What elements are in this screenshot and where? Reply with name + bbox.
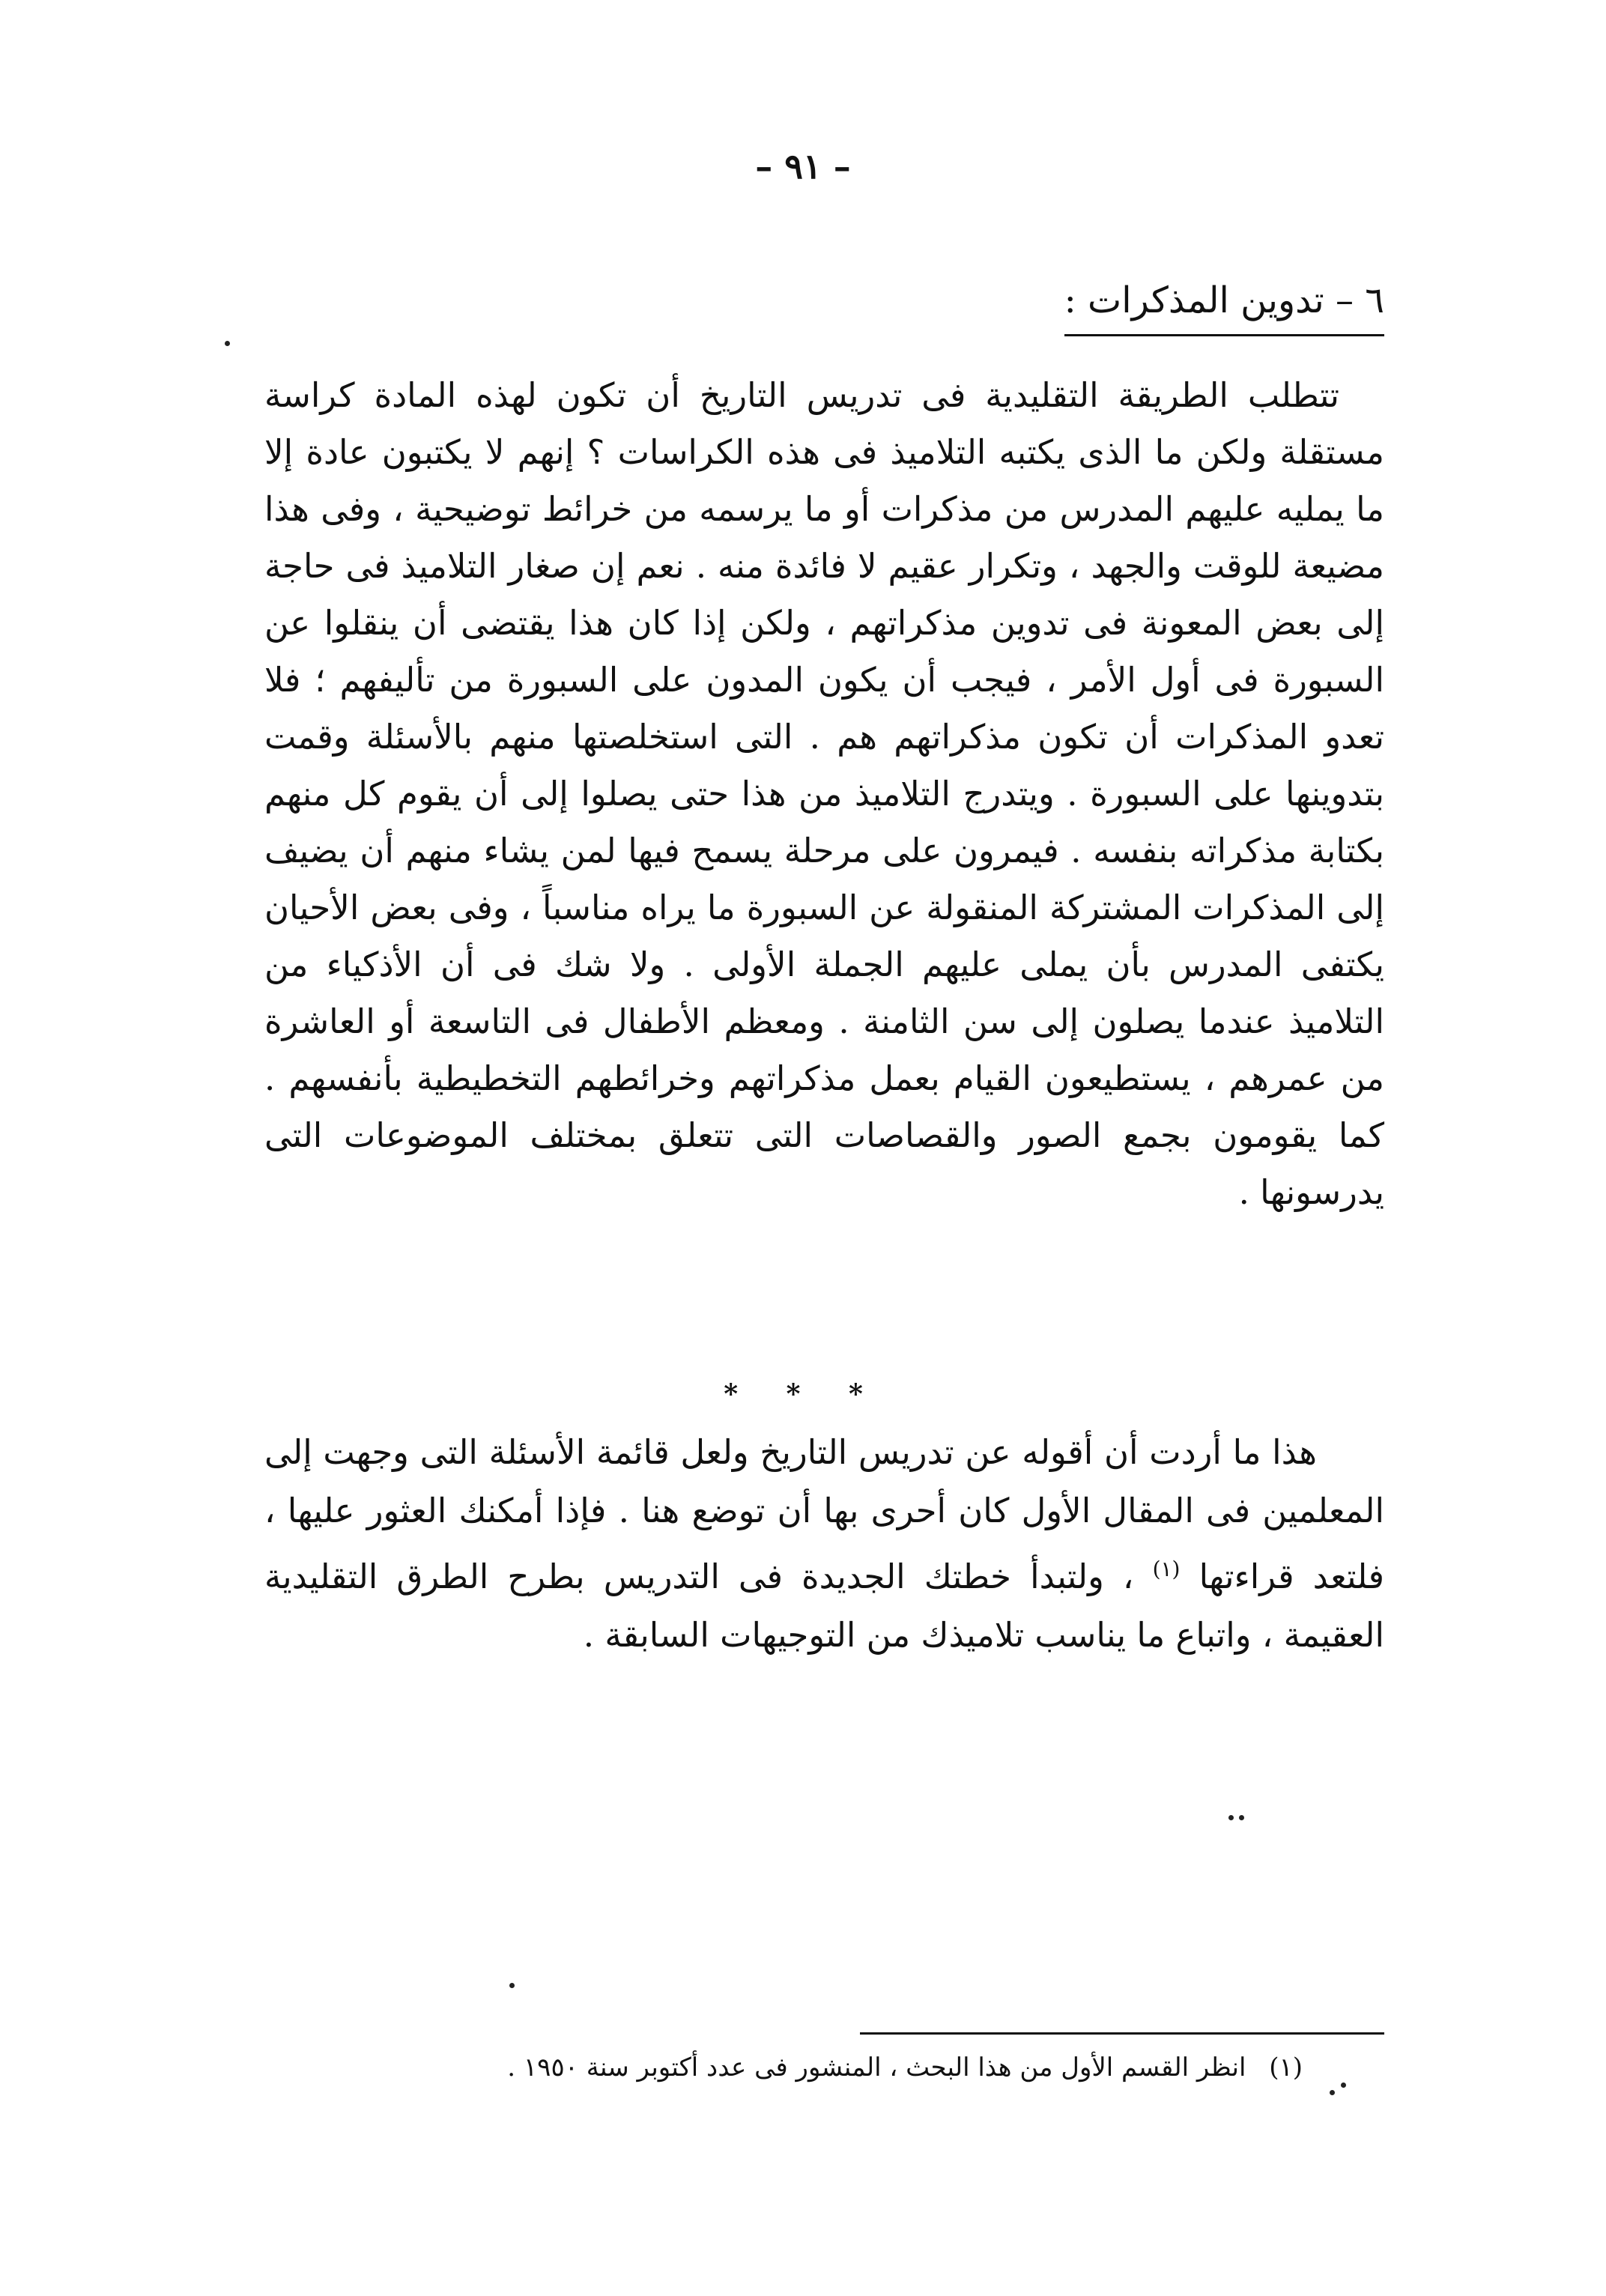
section-separator: * * * <box>724 1378 882 1410</box>
body-paragraph: تتطلب الطريقة التقليدية فى تدريس التاريخ أن تكون لهذه المادة كراسة مستقلة ولكن ما الذى يكتبه التلاميذ فى هذه الكراسات ؟ إنهم لا يكتبون عادة إلا ما يمليه عليهم المدرس من مذكرات أو ما يرسمه من خرائط توضيحية ، وفى هذا مضيعة للوقت والجهد ، وتكرار عقيم لا فائدة منه . نعم إن صغار التلاميذ فى حاجة إلى بعض المعونة فى تدوين مذكراتهم ، ولكن إذا كان هذا يقتضى أن ينقلوا عن السبورة فى أول الأمر ، فيجب أن يكون المدون على السبورة من تأليفهم ؛ فلا تعدو المذكرات أن تكون مذكراتهم هم . التى استخلصتها منهم بالأسئلة وقمت بتدوينها على السبورة . ويتدرج التلاميذ من هذا حتى يصلوا إلى أن يقوم كل منهم بكتابة مذكراته بنفسه . فيمرون على مرحلة يسمح فيها لمن يشاء منهم أن يضيف إلى المذكرات المشتركة المنقولة عن السبورة ما يراه مناسباً ، وفى بعض الأحيان يكتفى المدرس بأن يملى عليهم الجملة الأولى . ولا شك فى أن الأذكياء من التلاميذ عندما يصلون إلى سن الثامنة . ومعظم الأطفال فى التاسعة أو العاشرة من عمرهم ، يستطيعون القيام بعمل مذكراتهم وخرائطهم التخطيطية بأنفسهم . كما يقومون بجمع الصور والقصاصات التى تتعلق بمختلف الموضوعات التى يدرسونها . <box>264 375 1384 1212</box>
footnote-reference: (١) <box>1152 1557 1181 1581</box>
stray-mark <box>1330 2090 1335 2095</box>
stray-mark <box>1228 1815 1234 1820</box>
closing-paragraph <box>264 1423 1384 1665</box>
stray-mark <box>1239 1815 1244 1820</box>
stray-mark <box>1341 2083 1346 2088</box>
page-number: – ٩١ – <box>755 146 851 187</box>
footnote-text: انظر القسم الأول من هذا البحث ، المنشور فى عدد أكتوبر سنة ١٩٥٠ . <box>507 2053 1246 2083</box>
section-heading: ٦ – تدوين المذكرات : <box>1064 277 1384 336</box>
stray-mark <box>225 341 230 346</box>
footnote-rule <box>860 2032 1384 2035</box>
footnote <box>507 2053 1303 2083</box>
footnote-mark: (١) <box>1269 2053 1303 2083</box>
closing-text-after-ref: ، ولتبدأ خطتك الجديدة فى التدريس بطرح الطرق التقليدية العقيمة ، واتباع ما يناسب تلاميذك من التوجيهات السابقة . <box>264 1557 1384 1655</box>
closing-text-before-ref: هذا ما أردت أن أقوله عن تدريس التاريخ ولعل قائمة الأسئلة التى وجهت إلى المعلمين فى المقال الأول كان أحرى بها أن توضع هنا . فإذا أمكنك العثور عليها ، فلتعد قراءتها <box>264 1432 1384 1596</box>
stray-mark <box>509 1983 515 1988</box>
